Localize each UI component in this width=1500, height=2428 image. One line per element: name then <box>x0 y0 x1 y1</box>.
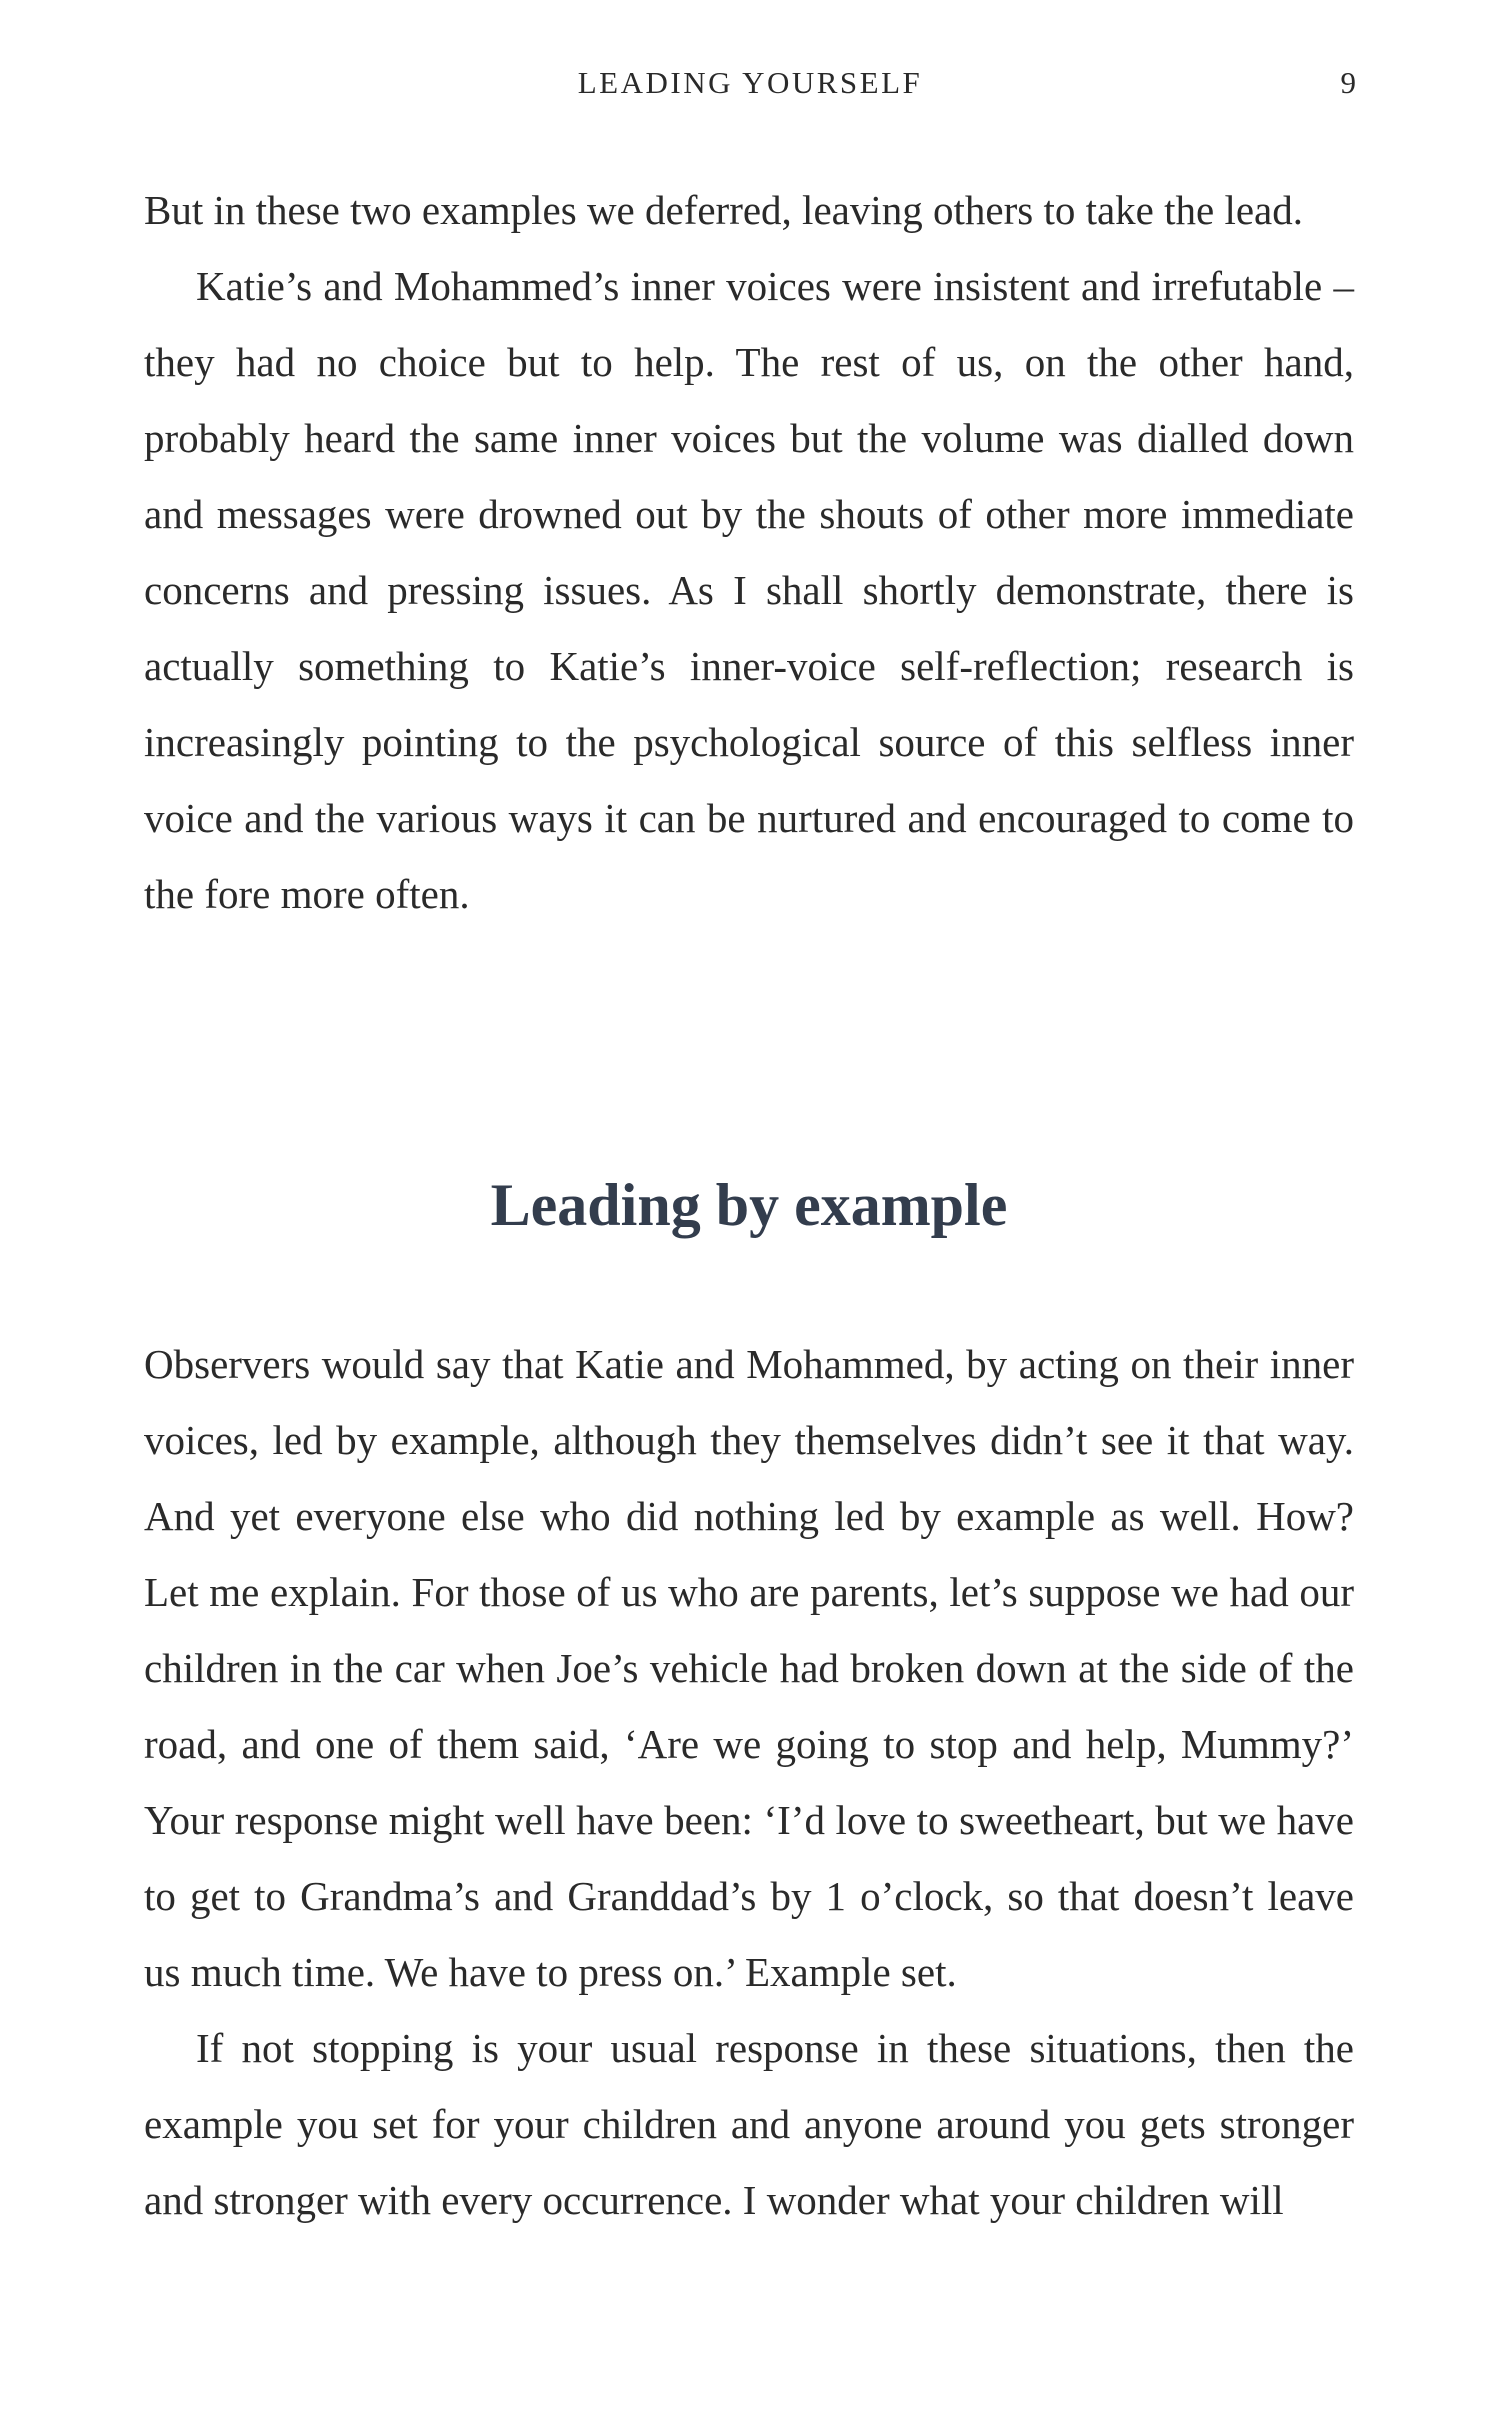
section-heading: Leading by example <box>490 1172 1008 1238</box>
page-number: 9 <box>1340 65 1356 100</box>
paragraph: But in these two examples we deferred, leaving others to take the lead. <box>144 187 1303 233</box>
body-text-top <box>144 172 1354 932</box>
running-header <box>144 58 1356 108</box>
body-text-bottom <box>144 1326 1354 2238</box>
paragraph: If not stopping is your usual response in these situations, then the example you set for your children and anyone around you gets stronger and stronger with every occurrence. I wonder what your children will <box>144 2025 1354 2223</box>
paragraph: Katie’s and Mohammed’s inner voices were insistent and irrefutable – they had no choice but to help. The rest of us, on the other hand, probably heard the same inner voices but the volume was dialled down and messages were drowned out by the shouts of other more immediate concerns and pressing issues. As I shall shortly demonstrate, there is actually something to Katie’s inner-voice self-reflection; research is increasingly pointing to the psychological source of this selfless inner voice and the various ways it can be nurtured and encouraged to come to the fore more often. <box>144 263 1354 917</box>
running-title: LEADING YOURSELF <box>577 65 923 100</box>
paragraph: Observers would say that Katie and Mohammed, by acting on their inner voices, led by example, although they themselves didn’t see it that way. And yet everyone else who did nothing led by example as well. How? Let me explain. For those of us who are parents, let’s suppose we had our children in the car when Joe’s vehicle had broken down at the side of the road, and one of them said, ‘Are we going to stop and help, Mummy?’ Your response might well have been: ‘I’d love to sweetheart, but we have to get to Grandma’s and Granddad’s by 1 o’clock, so that doesn’t leave us much time. We have to press on.’ Example set. <box>144 1341 1354 1995</box>
